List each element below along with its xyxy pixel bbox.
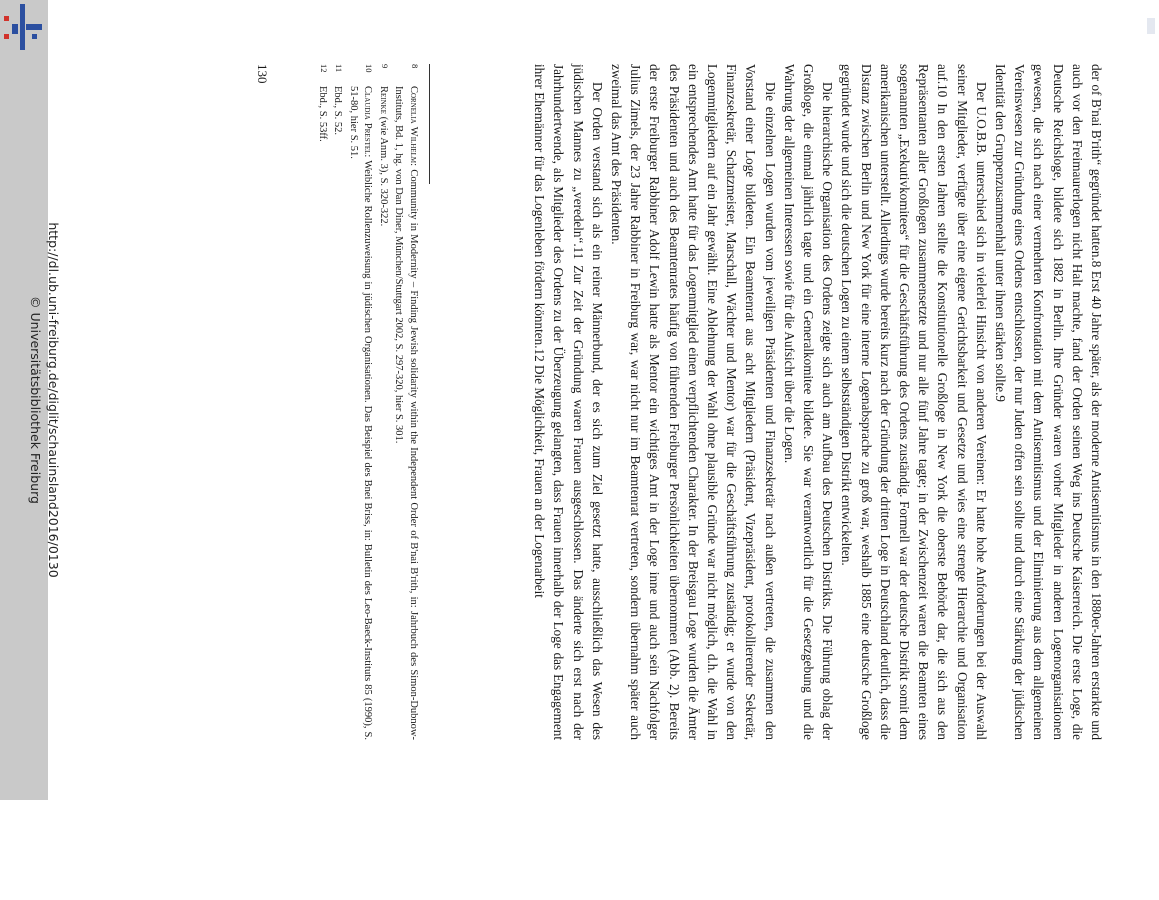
footnotes	[314, 64, 421, 740]
scanned-page-viewport	[255, 0, 1104, 900]
footnote	[315, 64, 330, 740]
paragraph: Die einzelnen Logen wurden vom jeweiligen Präsidenten und Finanzsekretär nach außen vertreten, die zusammen den Vorstand einer Loge bildeten. Ein Beamtenrat aus acht Mitgliedern (Präsident, Vizepräsident, protokollierender Sekretär, Finanzsekretär, Schatzmeister, Marschall, Wächter und Mentor) war für die Geschäftsführung zuständig; er wurde von den Logenmitgliedern auf ein Jahr gewählt. Eine Ablehnung der Wahl ohne plausible Gründe war nicht möglich, d.h. die Wahl in ein entsprechendes Amt hatte für das Logenmitglied einen verpflichtenden Charakter. In der Breisgau Loge wurden die Ämter des Präsidenten und auch des Beamtenrates häufig von führenden Freiburger Persönlichkeiten übernommen (Abb. 2). Bereits der erste Freiburger Rabbiner Adolf Lewin hatte als Mentor ein wichtiges Amt in der Loge inne und auch sein Nachfolger Julius Zimels, der 23 Jahre Rabbiner in Freiburg war, war nicht nur im Beamtenrat vertreten, sondern übernahm später auch zweimal das Amt des Präsidenten.	[608, 64, 778, 740]
footnote-number: 8	[410, 64, 420, 69]
footnote-number: 11	[334, 64, 345, 73]
footnote-text: Ebd., S. 53ff.	[317, 86, 328, 142]
paragraph: der of B'nai B'rith“ gegründet hatten.8 Erst 40 Jahre später, als der moderne Antisemitismus in den 1880er-Jahren erstarkte und auch vor den Freimaurerlogen nicht Halt machte, fand der Orden seinen Weg ins Deutsche Kaiserreich. Die erste Loge, die Deutsche Reichsloge, bildete sich 1882 in Berlin. Ihre Gründer waren vorher Mitglieder in anderen Logenorganisationen gewesen, die sich nach einer vermehrten Konfrontation mit dem Antisemitismus und der Eliminierung aus dem allgemeinen Vereinswesen zur Gründung eines Ordens entschlossen, der nur Juden offen sein sollte und durch eine Stärkung der jüdischen Identität den Gruppenzusammenhalt unter ihnen stärken sollte.9	[992, 64, 1104, 740]
footnote-author: Cornelia Wilhelm:	[408, 86, 419, 167]
footnote-author: Claudia Prestel:	[362, 86, 374, 158]
footnote	[346, 64, 375, 740]
footnote	[376, 64, 391, 740]
footnote-number: 12	[319, 64, 329, 73]
footnote-text: Weibliche Rollenzuweisung in jüdischen Organisationen. Das Beispiel des Bnei Briss, in: Bulletin des Leo-Baeck-Instituts 85 (1990), S. 51-80, hier S. 51.	[348, 86, 374, 740]
paragraph: Der U.O.B.B. unterschied sich in vielerlei Hinsicht von anderen Vereinen: Er hatte hohe Anforderungen bei der Auswahl seiner Mitglieder, verfügte über eine eigene Gerichtsbarkeit und Gesetze und wies eine strenge Hierarchie und Organisation auf.10 In den ersten Jahren stellte die Konstitutionelle Großloge in New York die oberste Behörde dar, die sich aus den Repräsentanten aller Großlogen zusammensetzte und nur alle fünf Jahre tagte; in der Zwischenzeit waren die Beamten eines sogenannten „Exekutivkomitees“ für die Geschäftsführung des Ordens zuständig. Formell war der deutsche Distrikt somit dem amerikanischen unterstellt. Allerdings wurde bereits kurz nach der Gründung der dritten Loge in Deutschland deutlich, dass die Distanz zwischen Berlin und New York für eine interne Logenabsprache zu groß war, weshalb 1885 eine deutsche Großloge gegründet wurde und sich die deutschen Logen zu einem selbstständigen Distrikt entwickelten.	[839, 64, 989, 740]
footnote	[391, 64, 420, 740]
footnote-text: Ebd., S. 52.	[332, 86, 344, 136]
paragraph: Die hierarchische Organisation des Ordens zeigte sich auch am Aufbau des Deutschen Distrikts. Die Führung oblag der Großloge, die einmal jährlich tagte und ein Generalkomitee bildete. Sie war verantwortlich für die Gesetzgebung und die Wahrung der allgemeinen Interessen sowie für die Aufsicht über die Logen.	[781, 64, 836, 740]
viewer-sidebar	[0, 0, 61, 800]
sidebar-citation	[18, 20, 62, 780]
body-text	[530, 64, 1106, 740]
scanned-page	[120, 50, 1120, 750]
corner-mark	[1147, 18, 1155, 34]
footnote	[330, 64, 345, 740]
footnote-number: 10	[364, 64, 375, 73]
footnote-divider	[429, 64, 430, 184]
paragraph: Der Orden verstand sich als ein reiner Männerbund, der es sich zum Ziel gesetzt hatte, ausschließlich das Wesen des jüdischen Mannes zu „veredeln“.11 Zur Zeit der Gründung waren Frauen ausgeschlossen. Das änderte sich erst nach der Jahrhundertwende, als Mitglieder des Ordens zu der Überzeugung gelangten, dass Frauen innerhalb der Loge das Engagement ihrer Ehemänner für das Logenleben fördern könnten.12 Die Möglichkeit, Frauen an der Logenarbeit	[532, 64, 605, 740]
footnote-text: Community in Modernity – Finding Jewish solidarity within the Independent Order of B'nai B'rith, in: Jahrbuch des Simon-Dubnow-Instituts, Bd. 1, hg. von Dan Diner, München/Stuttgart 2002, S. 297-320, hier S. 301.	[393, 86, 419, 741]
footnote-author: Reinke	[378, 86, 389, 114]
footnote-text: (wie Anm. 3), S. 320-322.	[378, 116, 389, 227]
source-url[interactable]: http://dl.ub.uni-freiburg.de/diglit/schauinsland2016/0130	[46, 222, 61, 578]
footnote-number: 9	[380, 64, 390, 69]
copyright-notice: © Universitätsbibliothek Freiburg	[28, 296, 43, 504]
page-number: 130	[255, 64, 270, 84]
